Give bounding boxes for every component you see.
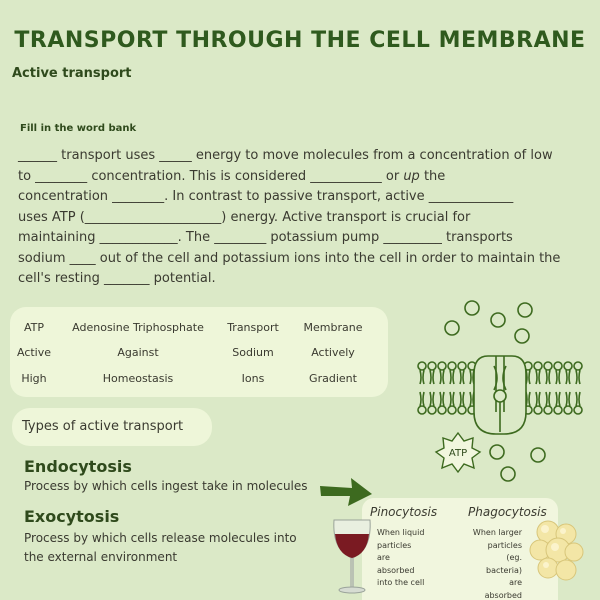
atp-label: ATP (448, 448, 468, 459)
endocytosis-heading: Endocytosis (24, 457, 132, 476)
paragraph-line: concentration ________. In contrast to passive transport, active _____________ (18, 189, 514, 204)
fill-in-paragraph (18, 146, 584, 290)
page-title: TRANSPORT THROUGH THE CELL MEMBRANE (14, 28, 586, 53)
paragraph-line: cell's resting _______ potential. (18, 271, 216, 286)
word-bank-item: Sodium (232, 346, 274, 359)
membrane-pump-diagram (410, 298, 590, 488)
word-bank-item: Against (117, 346, 159, 359)
paragraph-line: ______ transport uses _____ energy to move molecules from a concentration of low (18, 148, 553, 163)
word-bank-item: Gradient (309, 372, 357, 385)
subtitle: Active transport (12, 66, 132, 81)
word-bank-item: Transport (227, 321, 279, 334)
exocytosis-description: Process by which cells release molecules into the external environment (24, 531, 297, 564)
exocytosis-heading: Exocytosis (24, 507, 120, 526)
word-bank-item: Homeostasis (102, 372, 174, 385)
paragraph-line: uses ATP (_____________________) energy. Active transport is crucial for (18, 209, 471, 225)
pinocytosis-heading: Pinocytosis (370, 505, 438, 519)
paragraph-line: sodium ____ out of the cell and potassium ions into the cell in order to maintain the (18, 250, 561, 266)
word-bank-item: Actively (311, 346, 355, 359)
word-bank-item: High (21, 372, 47, 385)
types-label: Types of active transport (12, 408, 212, 446)
word-bank-item: Membrane (303, 321, 363, 334)
word-bank (10, 307, 388, 397)
phagocytosis-heading: Phagocytosis (468, 505, 547, 519)
wine-glass-icon (330, 518, 374, 598)
pinocytosis-description: When liquid particles are absorbed into the cell (377, 528, 425, 587)
endocytosis-description: Process by which cells ingest take in molecules (24, 479, 308, 493)
instruction: Fill in the word bank (20, 123, 137, 134)
atp-burst-icon (436, 433, 480, 472)
paragraph-line: to ________ concentration. This is considered ___________ or up the (18, 168, 446, 184)
word-bank-item: Adenosine Triphosphate (72, 321, 204, 334)
popcorn-icon (526, 518, 586, 584)
word-bank-item: ATP (23, 321, 45, 334)
word-bank-item: Ions (241, 372, 265, 385)
paragraph-line: maintaining ____________. The ________ potassium pump _________ transports (18, 230, 513, 245)
phagocytosis-description: When larger particles (eg. bacteria) are absorbed (472, 528, 522, 600)
word-bank-item: Active (16, 346, 52, 359)
